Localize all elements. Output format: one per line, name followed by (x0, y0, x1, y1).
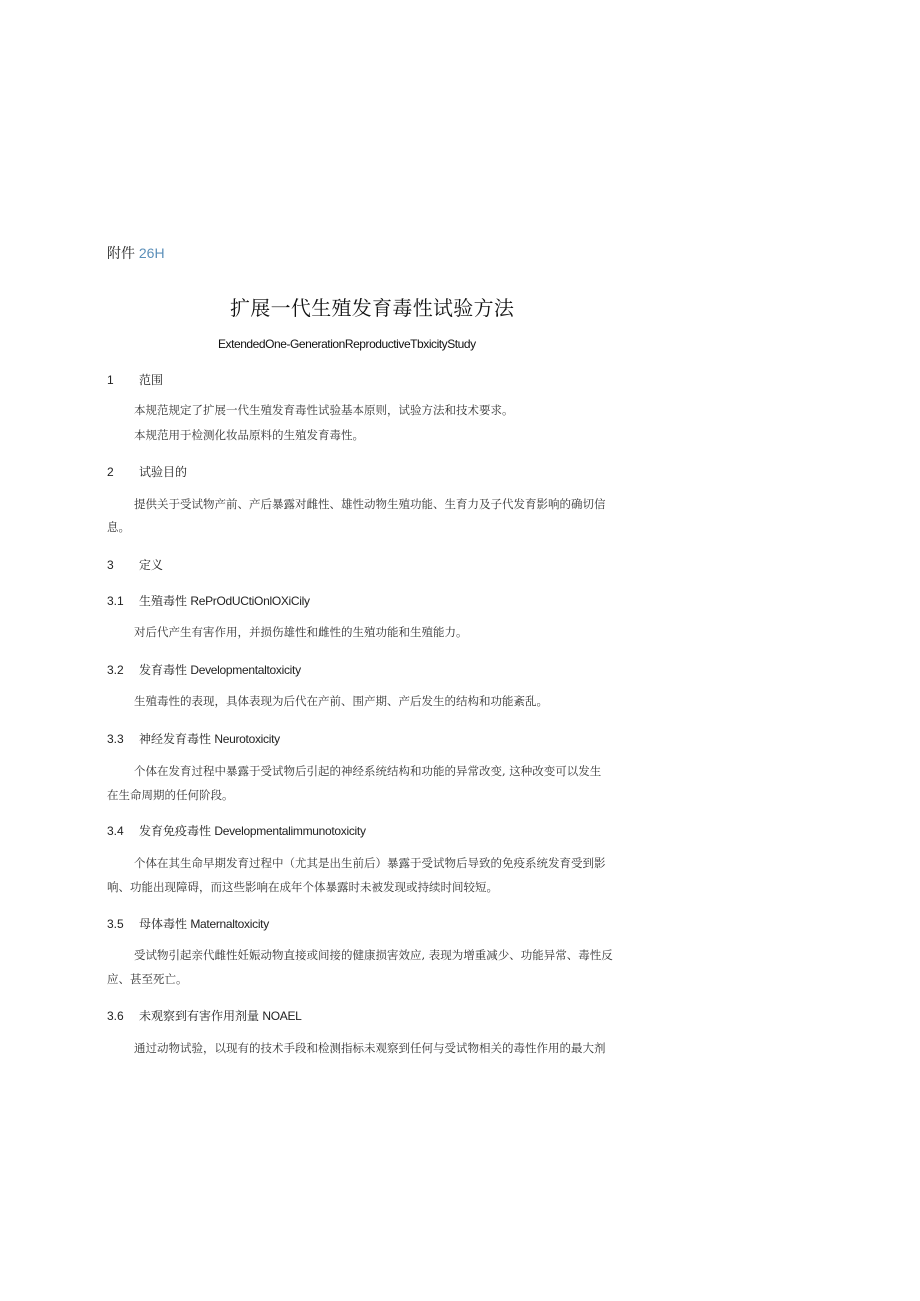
attachment-label (107, 243, 165, 263)
section-heading-3 (107, 556, 163, 573)
paragraph-def-3-4-b: 响、功能出现障碍，而这些影响在成年个体暴露时未被发现或持续时间较短。 (107, 880, 498, 894)
paragraph-def-3-2: 生殖毒性的表现，具体表现为后代在产前、围产期、产后发生的结构和功能紊乱。 (134, 694, 548, 708)
section-heading-3-2 (107, 661, 301, 678)
section-term: NOAEL (262, 1009, 302, 1023)
section-heading-2 (107, 463, 187, 480)
section-number: 3.1 (107, 594, 124, 608)
paragraph-scope-2: 本规范用于检测化妆品原料的生殖发育毒性。 (134, 428, 364, 442)
paragraph-def-3-3-a: 个体在发育过程中暴露于受试物后引起的神经系统结构和功能的异常改变, 这种改变可以发生 (134, 764, 602, 778)
section-title: 发育毒性 (139, 663, 188, 677)
section-number: 3.4 (107, 824, 124, 838)
paragraph-def-3-3-b: 在生命周期的任何阶段。 (107, 788, 234, 802)
section-number: 3.6 (107, 1009, 124, 1023)
paragraph-def-3-5-b: 应、甚至死亡。 (107, 972, 188, 986)
section-heading-3-1 (107, 592, 310, 609)
section-number: 3.3 (107, 732, 124, 746)
section-heading-3-3 (107, 730, 280, 747)
paragraph-def-3-5-a: 受试物引起亲代雌性妊娠动物直接或间接的健康损害效应, 表现为增重减少、功能异常、毒性反 (134, 948, 613, 962)
section-number: 1 (107, 373, 114, 387)
document-subtitle: ExtendedOne-GenerationReproductiveTbxicityStudy (218, 337, 476, 351)
section-term: Neurotoxicity (214, 732, 280, 746)
paragraph-def-3-1: 对后代产生有害作用，并损伤雄性和雌性的生殖功能和生殖能力。 (134, 625, 468, 639)
section-number: 3.5 (107, 917, 124, 931)
section-title: 神经发育毒性 (139, 732, 212, 746)
paragraph-def-3-6-a: 通过动物试验，以现有的技术手段和检测指标未观察到任何与受试物相关的毒性作用的最大剂 (134, 1041, 606, 1055)
attachment-prefix: 附件 (107, 245, 135, 261)
paragraph-scope-1: 本规范规定了扩展一代生殖发育毒性试验基本原则，试验方法和技术要求。 (134, 403, 514, 417)
paragraph-def-3-4-a: 个体在其生命早期发育过程中（尤其是出生前后）暴露于受试物后导致的免疫系统发育受到影 (134, 856, 606, 870)
attachment-code: 26H (138, 245, 165, 261)
section-number: 3.2 (107, 663, 124, 677)
section-heading-1 (107, 371, 163, 388)
section-title: 未观察到有害作用剂量 (139, 1009, 260, 1023)
section-term: Maternaltoxicity (190, 917, 269, 931)
section-title: 母体毒性 (139, 917, 188, 931)
section-number: 2 (107, 465, 114, 479)
section-term: RePrOdUCtiOnlOXiCily (190, 594, 310, 608)
section-title: 发育免疫毒性 (139, 824, 212, 838)
section-term: Developmentalimmunotoxicity (214, 824, 366, 838)
section-term: Developmentaltoxicity (190, 663, 301, 677)
paragraph-purpose-2: 息。 (107, 520, 130, 534)
section-number: 3 (107, 558, 114, 572)
document-title: 扩展一代生殖发育毒性试验方法 (230, 298, 515, 320)
section-heading-3-4 (107, 822, 366, 839)
section-title: 定义 (139, 558, 164, 572)
paragraph-purpose-1: 提供关于受试物产前、产后暴露对雌性、雄性动物生殖功能、生育力及子代发育影响的确切信 (134, 497, 606, 511)
section-title: 试验目的 (139, 465, 188, 479)
section-heading-3-5 (107, 915, 269, 932)
section-heading-3-6 (107, 1007, 302, 1024)
section-title: 生殖毒性 (139, 594, 188, 608)
section-title: 范围 (139, 373, 164, 387)
